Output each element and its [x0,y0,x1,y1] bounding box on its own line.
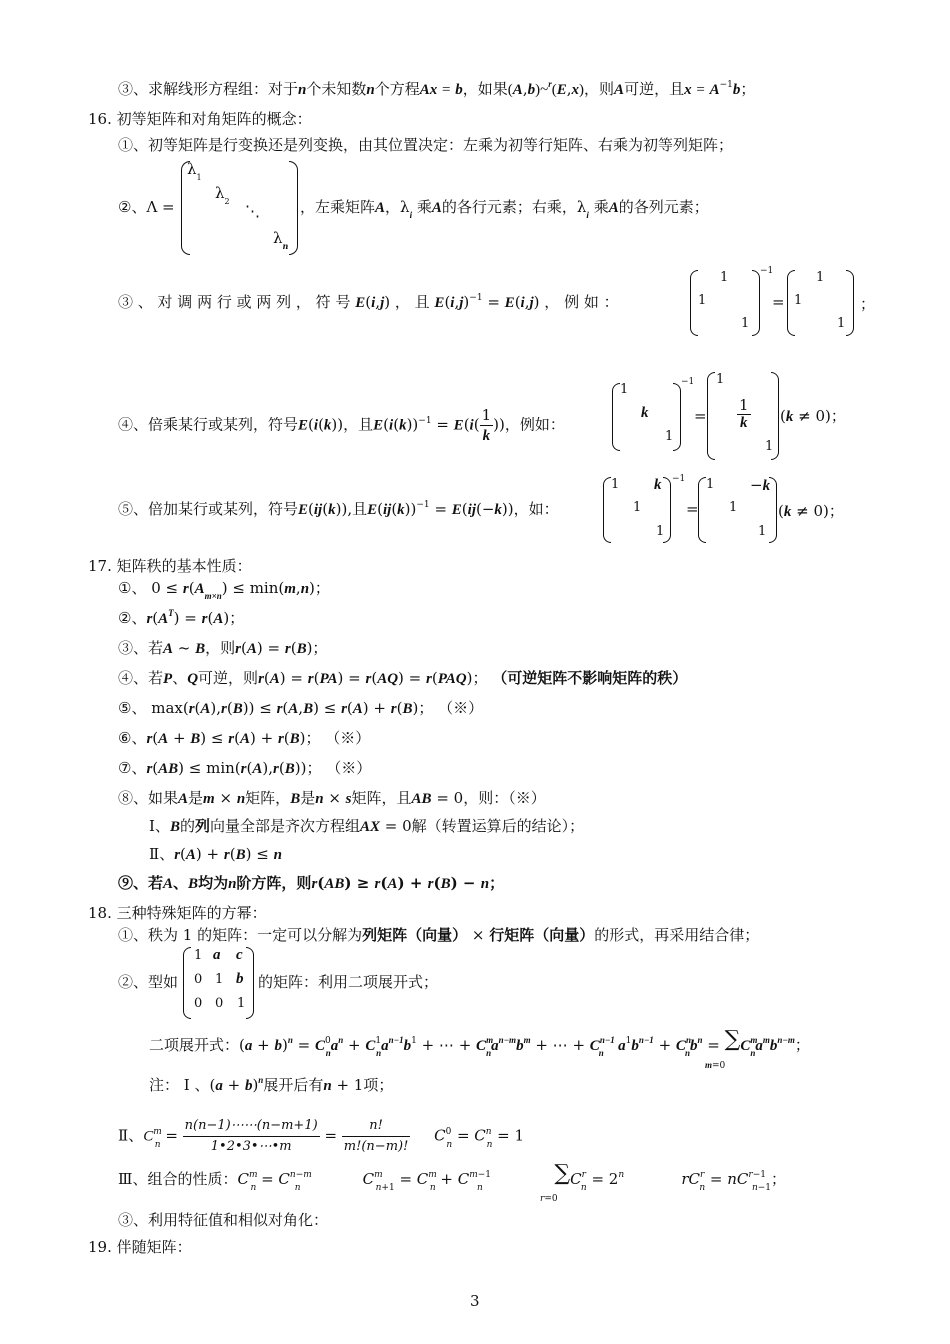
s16-item3: ③ 、 对 调 两 行 或 两 列 ， 符 号 E(i,j) ， 且 $E(i,j)^{-1} = E(i,j)$ ， 例 如 ： [118,293,619,311]
swap-matrix-b-right [846,270,854,336]
s17-item5: ⑤、 max(r(A),r(B)) ≤ r(A,B) ≤ r(A) + r(B)； （※） [118,699,484,717]
section-19-heading: 19. 伴随矩阵： [88,1238,192,1256]
matrix-bracket-right [289,161,298,255]
s17-item4: ④、若P、Q可逆，则r(A) = r(PA) = r(AQ) = r(PAQ)； （可逆矩阵不影响矩阵的秩） [118,669,688,687]
s18-binomial: 二项展开式：$(a + b)^n = C^0_na^n + C^1_na^{n-1}b^1$ + ⋯ + $C^m_na^{n-m}b^m$ + ⋯ + $C^{n-1}_n$ $a^1b^{n-1} + C^n_nb^n = \sum C^m_na^mb^{n-m}$； [149,1027,810,1058]
add-matrix-a-left [603,477,611,543]
s17-item8-II: Ⅱ、r(A) + r(B) ≤ n [149,845,282,863]
s17-item8: ⑧、如果A是m × n矩阵，B是n × s矩阵，且AB = 0，则：（※） [118,789,546,807]
add-matrix-b-left [698,477,706,543]
upper-tri-matrix-right [246,947,254,1019]
s18-item2: ②、型如 [118,973,179,991]
s18-item1: ①、秩为 1 的矩阵：一定可以分解为列矩阵（向量） × 行矩阵（向量）的形式，再采用结合律； [118,926,760,944]
page-number: 3 [470,1292,480,1310]
s17-item9: ⑨、若A、B均为n阶方阵，则r(AB) ≥ r(A) + r(B) − n； [118,874,505,892]
swap-matrix-a-right [752,270,760,336]
scale-matrix-b-left [707,372,715,460]
add-matrix-b-right [769,477,777,543]
s16-item1: ①、初等矩阵是行变换还是列变换，由其位置决定：左乘为初等行矩阵、右乘为初等列矩阵； [118,136,734,154]
s17-item2: ②、$r(A^T) = r(A)$； [118,608,245,627]
diag-ln: $\lambda_n$ [273,229,289,251]
s16-item5: ⑤、倍加某行或某列，符号E(ij(k)),且$E(ij(k))^{-1} = E(ij(-k))$，如： [118,500,559,518]
s17-item8-I: Ⅰ、B的列向量全部是齐次方程组AX = 0解（转置运算后的结论）； [149,817,585,835]
scale-matrix-a-right [673,383,681,451]
s17-item6: ⑥、r(A + B) ≤ r(A) + r(B)； （※） [118,729,371,747]
upper-tri-matrix-left [183,947,191,1019]
s17-item7: ⑦、r(AB) ≤ min(r(A),r(B))； （※） [118,759,372,777]
s18-note-III: Ⅲ、组合的性质：$C^m_n = C^{n-m}_n$ $C^m_{n+1} = C^m_n + C^{m-1}_n$ $\sum C^r_n = 2^n$ $rC^r_n = nC^{r-1}_{n-1}$； [118,1161,787,1193]
s18-note-I: 注： Ⅰ 、$(a + b)^n$展开后有n + 1项； [149,1075,394,1094]
s18-item3: ③、利用特征值和相似对角化： [118,1211,329,1229]
section-18-heading: 18. 三种特殊矩阵的方幂： [88,904,267,922]
scale-matrix-a-left [612,383,620,451]
s16-item2-text: ，左乘矩阵A，$\lambda_i$ 乘A的各行元素；右乘，$\lambda_i$ 乘A的各列元素； [300,198,709,220]
s16-item2-prefix: ②、Λ = [118,198,175,216]
s17-item3: ③、若A ~ B，则r(A) = r(B)； [118,639,328,657]
s16-item4: ④、倍乘某行或某列，符号E(i(k))，且$E(i(k))^{-1} = E(i$( $\frac{1}{k}$ ))，例如： [118,406,565,444]
scale-matrix-b-right [771,372,779,460]
diag-dots: ⋱ [245,202,260,220]
swap-matrix-a-left [690,270,698,336]
s15-item3: ③、求解线形方程组：对于n个未知数n个方程Ax = b，如果(A,b)~$^r$(E,x)，则A可逆，且$x = A^{-1}b$； [118,79,756,98]
add-matrix-a-right [663,477,671,543]
s18-item2-text: 的矩阵：利用二项展开式； [258,973,439,991]
section-16-heading: 16. 初等矩阵和对角矩阵的概念： [88,110,312,128]
s17-item1: ①、 $0 \le r(A_{m\times n}) \le \min(m,n)$； [118,579,330,601]
section-17-heading: 17. 矩阵秩的基本性质： [88,557,252,575]
s18-note-II: Ⅱ、$C^m_n$ = $\frac{n(n-1)\cdots\cdots(n-m+1)}{1•2•3•\cdots•m}$ = $\frac{n!}{m!(n-m)!}$ $C^0_n = C^n_n = 1$ [118,1118,525,1154]
diag-l2: $\lambda_2$ [215,184,230,206]
diag-l1: $\lambda_1$ [187,160,202,182]
